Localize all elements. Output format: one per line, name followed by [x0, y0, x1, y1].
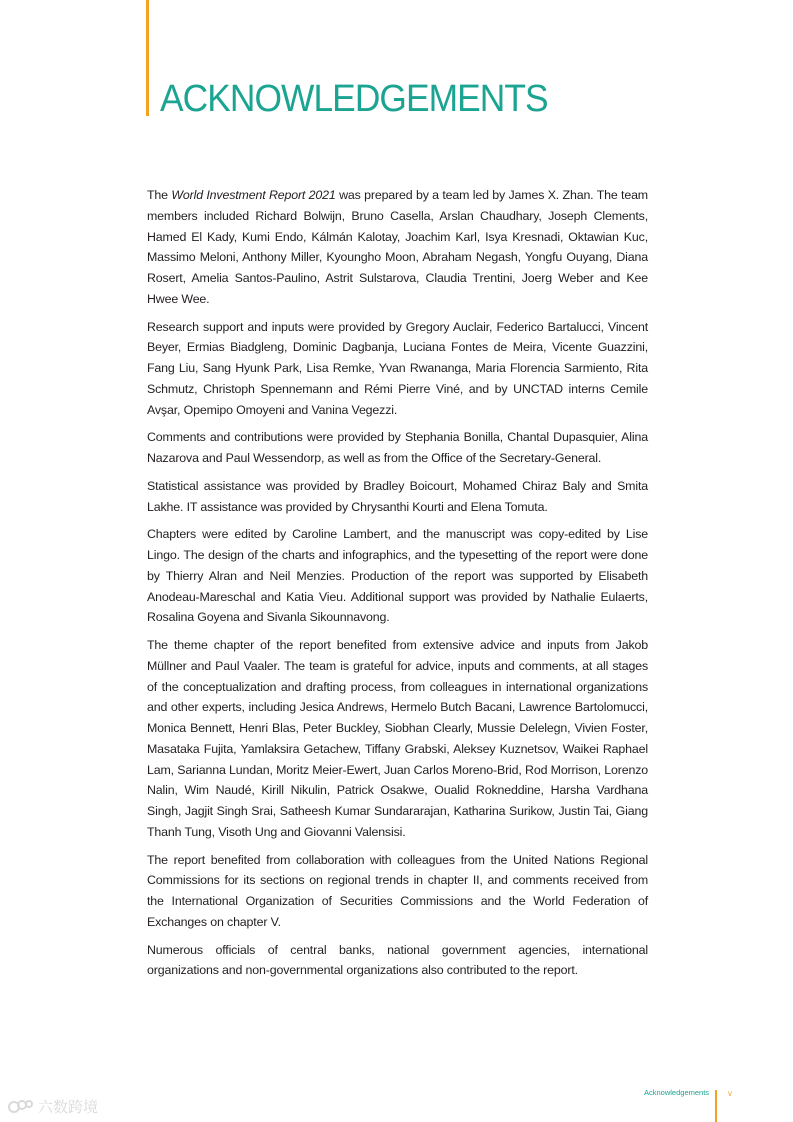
paragraph-1: [147, 185, 648, 310]
acknowledgements-body: [147, 185, 648, 988]
page-title: ACKNOWLEDGEMENTS: [160, 78, 548, 120]
paragraph-5: Chapters were edited by Caroline Lambert, and the manuscript was copy-edited by Lise Lingo. The design of the charts and infographics, and the typesetting of the report were done by Thierry Alran and Neil Menzies. Production of the report was supported by Elisabeth Anodeau-Mareschal and Katia Vieu. Additional support was provided by Nathalie Eulaerts, Rosalina Goyena and Sivanla Sikounnavong.: [147, 527, 648, 625]
watermark: [8, 1096, 98, 1117]
brand-logo-icon: [8, 1098, 34, 1116]
report-title: World Investment Report 2021: [171, 188, 336, 202]
paragraph-6: The theme chapter of the report benefited from extensive advice and inputs from Jakob Müllner and Paul Vaaler. The team is grateful for advice, inputs and comments, at all stages of the conceptualization and drafting process, from colleagues in international organizations and other experts, including Jesica Andrews, Hermelo Butch Bacani, Lawrence Bartolomucci, Monica Bennett, Henri Blas, Peter Buckley, Siobhan Clearly, Mussie Delelegn, Vivien Foster, Masataka Fujita, Yamlaksira Getachew, Tiffany Grabski, Aleksey Kuznetsov, Waikei Raphael Lam, Sarianna Lundan, Moritz Meier-Ewert, Juan Carlos Moreno-Brid, Rod Morrison, Lorenzo Nalin, Wim Naudé, Kirill Nikulin, Patrick Osakwe, Oualid Rokneddine, Harsha Vardhana Singh, Jagjit Singh Srai, Satheesh Kumar Sundararajan, Katharina Surikow, Justin Tai, Giang Thanh Tung, Visoth Ung and Giovanni Valensisi.: [147, 638, 648, 839]
title-accent-bar: [146, 0, 149, 116]
watermark-text: 六数跨境: [38, 1099, 99, 1116]
footer-section-label: Acknowledgements: [644, 1088, 710, 1097]
paragraph-2: Research support and inputs were provided by Gregory Auclair, Federico Bartalucci, Vincent Beyer, Ermias Biadgleng, Dominic Dagbanja, Luciana Fontes de Meira, Vicente Guazzini, Fang Liu, Sang Hyunk Park, Lisa Remke, Yvan Rwananga, Maria Florencia Sarmiento, Rita Schmutz, Christoph Spennemann and Rémi Pierre Viné, and by UNCTAD interns Cemile Avşar, Opemipo Omoyeni and Vanina Vegezzi.: [147, 319, 648, 417]
paragraph-7: The report benefited from collaboration with colleagues from the United Nations Regional Commissions for its sections on regional trends in chapter II, and comments received from the International Organization of Securities Commissions and the World Federation of Exchanges on chapter V.: [147, 852, 648, 929]
paragraph-4: Statistical assistance was provided by Bradley Boicourt, Mohamed Chiraz Baly and Smita Lakhe. IT assistance was provided by Chrysanthi Kourti and Elena Tomuta.: [147, 478, 648, 514]
paragraph-1-pre: The: [147, 188, 172, 202]
paragraph-1-post: was prepared by a team led by James X. Zhan. The team members included Richard Bolwijn, Bruno Casella, Arslan Chaudhary, Joseph Clements, Hamed El Kady, Kumi Endo, Kálmán Kalotay, Joachim Karl, Isya Kresnadi, Oktawian Kuc, Massimo Meloni, Anthony Miller, Kyoungho Moon, Abraham Negash, Yongfu Ouyang, Diana Rosert, Amelia Santos-Paulino, Astrit Sulstarova, Claudia Trentini, Joerg Weber and Kee Hwee Wee.: [147, 188, 648, 306]
paragraph-3: Comments and contributions were provided by Stephania Bonilla, Chantal Dupasquier, Alina Nazarova and Paul Wessendorp, as well as from the Office of the Secretary-General.: [147, 430, 648, 465]
footer-accent-bar: [715, 1090, 717, 1122]
paragraph-8: Numerous officials of central banks, national government agencies, international organizations and non-governmental organizations also contributed to the report.: [147, 942, 648, 978]
page-number: v: [728, 1089, 732, 1098]
